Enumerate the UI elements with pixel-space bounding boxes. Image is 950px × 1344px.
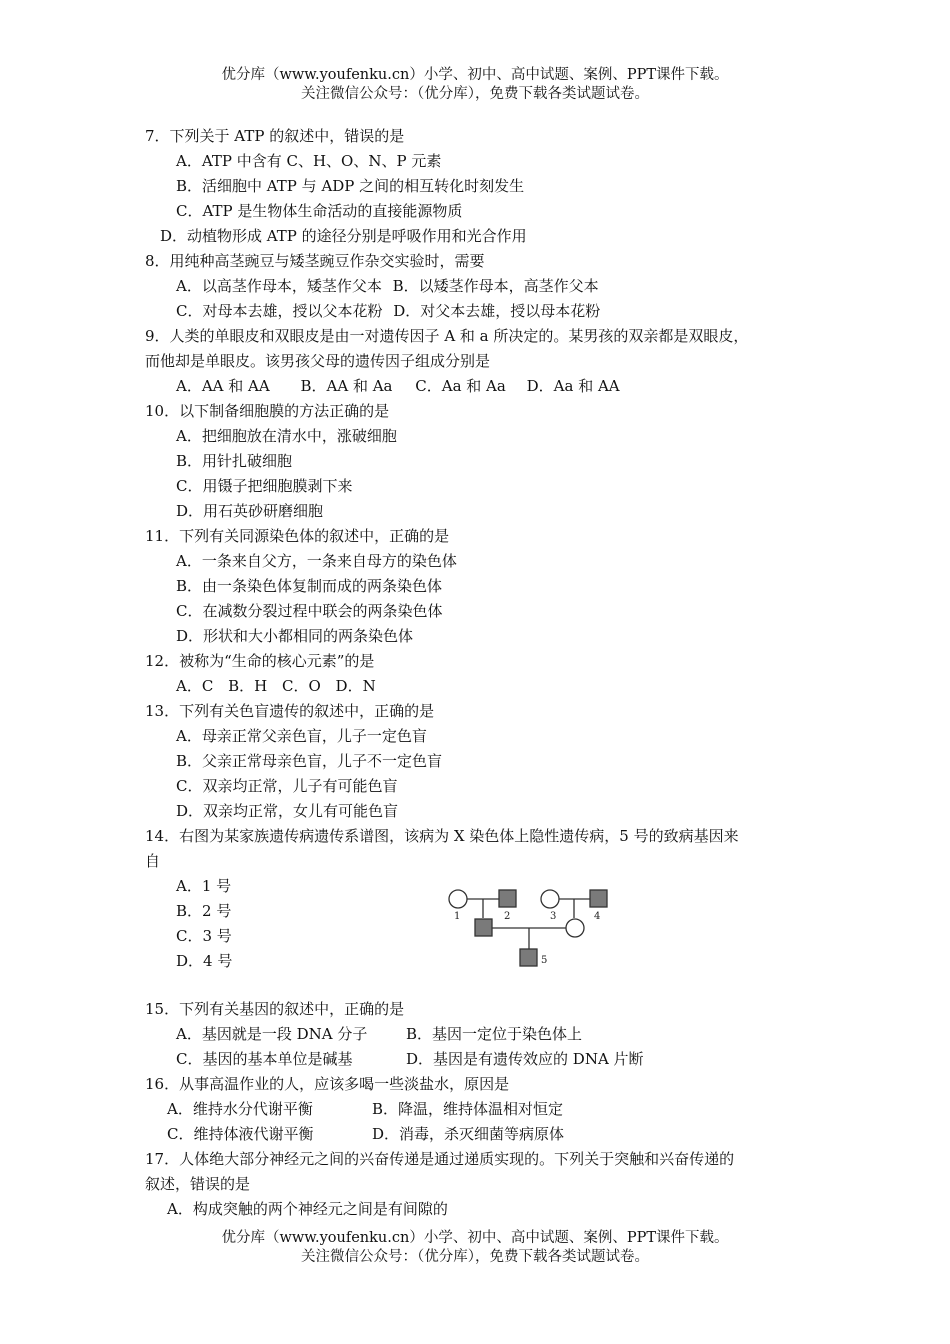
q12-stem: 12．被称为“生命的核心元素”的是 [145, 652, 375, 670]
q17-stem-line-2: 叙述，错误的是 [145, 1175, 251, 1193]
individual-5-affected-male [520, 949, 537, 966]
gen2-normal-female [566, 919, 584, 937]
q9-stem-line-2: 而他却是单眼皮。该男孩父母的遗传因子组成分别是 [145, 352, 491, 370]
q10-stem: 10．以下制备细胞膜的方法正确的是 [145, 402, 390, 420]
footer-line-1: 优分库（www.youfenku.cn）小学、初中、高中试题、案例、PPT课件下载。 [221, 1230, 729, 1246]
q14-option-b: B．2 号 [176, 902, 232, 920]
page-header [0, 66, 950, 104]
q15-option-c: C．基因的基本单位是碱基 [176, 1050, 353, 1068]
q13-option-a: A．母亲正常父亲色盲，儿子一定色盲 [176, 727, 427, 745]
pedigree-label-4: 4 [594, 911, 601, 922]
q8-option-c: C．对母本去雄，授以父本花粉 [176, 302, 383, 320]
q16-options-cd [167, 1122, 564, 1147]
q7-option-a: A．ATP 中含有 C、H、O、N、P 元素 [176, 152, 442, 170]
q13-option-d: D．双亲均正常，女儿有可能色盲 [176, 802, 399, 820]
q9-option-b: B．AA 和 Aa [300, 377, 393, 395]
individual-4-affected-male [590, 890, 607, 907]
q8-option-d: D．对父本去雄，授以母本花粉 [393, 302, 601, 320]
q11-option-c: C．在减数分裂过程中联会的两条染色体 [176, 602, 443, 620]
q17-stem-line-1: 17．人体绝大部分神经元之间的兴奋传递是通过递质实现的。下列关于突触和兴奋传递的 [145, 1150, 735, 1168]
q14-option-c: C．3 号 [176, 927, 232, 945]
q11-option-a: A．一条来自父方，一条来自母方的染色体 [176, 552, 457, 570]
q12-option-d: D．N [335, 677, 376, 695]
header-line-1: 优分库（www.youfenku.cn）小学、初中、高中试题、案例、PPT课件下载。 [221, 67, 729, 83]
q7-option-d: D．动植物形成 ATP 的途径分别是呼吸作用和光合作用 [160, 227, 527, 245]
q13-option-b: B．父亲正常母亲色盲，儿子不一定色盲 [176, 752, 443, 770]
q14-stem-line-2: 自 [145, 852, 161, 870]
q8-options-ab [176, 274, 599, 299]
q15-option-a: A．基因就是一段 DNA 分子 [176, 1025, 368, 1043]
q15-option-d: D．基因是有遗传效应的 DNA 片断 [406, 1050, 644, 1068]
q9-option-a: A．AA 和 AA [176, 377, 270, 395]
q8-stem: 8．用纯种高茎豌豆与矮茎豌豆作杂交实验时，需要 [145, 252, 485, 270]
q12-option-b: B．H [228, 677, 268, 695]
q10-option-d: D．用石英砂研磨细胞 [176, 502, 324, 520]
q9-option-c: C．Aa 和 Aa [415, 377, 506, 395]
q7-stem: 7．下列关于 ATP 的叙述中，错误的是 [145, 127, 405, 145]
individual-3-normal-female [541, 890, 559, 908]
q15-options-ab [176, 1022, 582, 1047]
q11-stem: 11．下列有关同源染色体的叙述中，正确的是 [145, 527, 450, 545]
q16-stem: 16．从事高温作业的人，应该多喝一些淡盐水，原因是 [145, 1075, 510, 1093]
q14-option-a: A．1 号 [176, 877, 232, 895]
q13-stem: 13．下列有关色盲遗传的叙述中，正确的是 [145, 702, 435, 720]
q10-option-a: A．把细胞放在清水中，涨破细胞 [176, 427, 397, 445]
q9-stem-line-1: 9．人类的单眼皮和双眼皮是由一对遗传因子 A 和 a 所决定的。某男孩的双亲都是双眼皮， [145, 327, 749, 345]
q16-option-c: C．维持体液代谢平衡 [167, 1125, 314, 1143]
individual-1-normal-female [449, 890, 467, 908]
q9-option-d: D．Aa 和 AA [526, 377, 620, 395]
q9-options [176, 374, 620, 399]
footer-line-2: 关注微信公众号：（优分库），免费下载各类试题试卷。 [301, 1249, 649, 1265]
q8-option-a: A．以高茎作母本，矮茎作父本 [176, 277, 382, 295]
individual-2-affected-male [499, 890, 516, 907]
q12-options [176, 674, 376, 699]
q14-option-d: D．4 号 [176, 952, 233, 970]
q15-options-cd [176, 1047, 644, 1072]
q17-option-a: A．构成突触的两个神经元之间是有间隙的 [167, 1200, 448, 1218]
q15-option-b: B．基因一定位于染色体上 [406, 1025, 583, 1043]
q14-stem-line-1: 14．右图为某家族遗传病遗传系谱图，该病为 X 染色体上隐性遗传病，5 号的致病基因来 [145, 827, 739, 845]
pedigree-label-5: 5 [541, 955, 548, 966]
q8-options-cd [176, 299, 600, 324]
q10-option-c: C．用镊子把细胞膜剥下来 [176, 477, 353, 495]
q12-option-a: A．C [176, 677, 214, 695]
q11-option-b: B．由一条染色体复制而成的两条染色体 [176, 577, 443, 595]
pedigree-label-2: 2 [504, 911, 511, 922]
q16-option-a: A．维持水分代谢平衡 [167, 1100, 313, 1118]
q16-options-ab [167, 1097, 563, 1122]
q10-option-b: B．用针扎破细胞 [176, 452, 293, 470]
q7-option-b: B．活细胞中 ATP 与 ADP 之间的相互转化时刻发生 [176, 177, 525, 195]
header-line-2: 关注微信公众号：（优分库），免费下载各类试题试卷。 [301, 86, 649, 102]
page-footer [0, 1229, 950, 1267]
pedigree-chart [445, 884, 645, 974]
pedigree-label-3: 3 [550, 911, 557, 922]
pedigree-label-1: 1 [454, 911, 461, 922]
q7-option-c: C．ATP 是生物体生命活动的直接能源物质 [176, 202, 463, 220]
q16-option-d: D．消毒，杀灭细菌等病原体 [372, 1125, 565, 1143]
q11-option-d: D．形状和大小都相同的两条染色体 [176, 627, 414, 645]
gen2-affected-male [475, 919, 492, 936]
q15-stem: 15．下列有关基因的叙述中，正确的是 [145, 1000, 405, 1018]
q12-option-c: C．O [281, 677, 321, 695]
q16-option-b: B．降温，维持体温相对恒定 [372, 1100, 564, 1118]
q13-option-c: C．双亲均正常，儿子有可能色盲 [176, 777, 398, 795]
q8-option-b: B．以矮茎作母本，高茎作父本 [392, 277, 599, 295]
